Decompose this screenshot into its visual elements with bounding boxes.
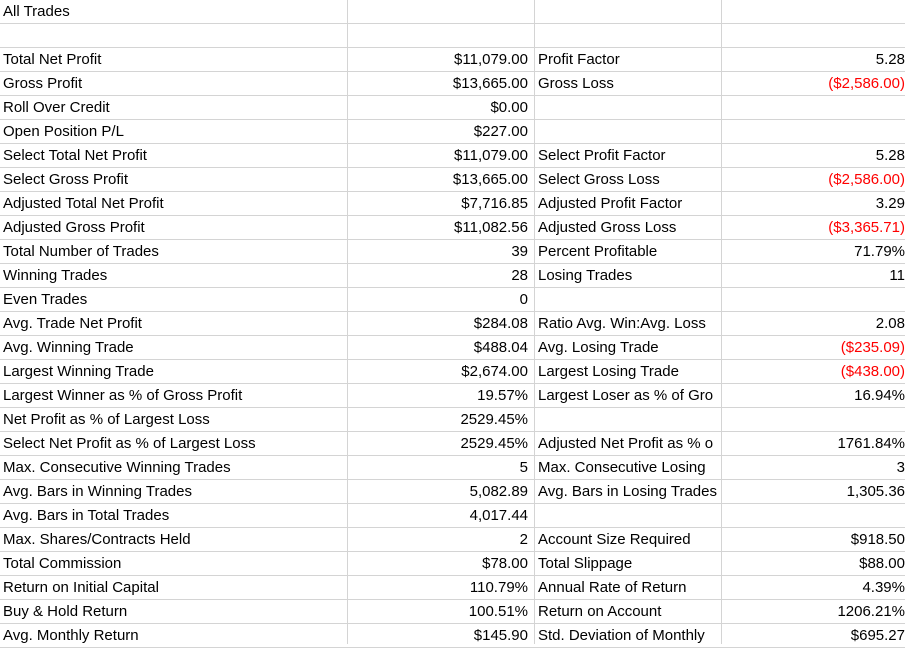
table-row	[0, 168, 905, 192]
metric-value-2-cell[interactable]: 71.79%	[854, 243, 905, 260]
metric-value-2-cell[interactable]: 1761.84%	[837, 435, 905, 452]
metric-value-2-cell[interactable]: 5.28	[875, 51, 905, 68]
metric-label-cell[interactable]: Open Position P/L	[3, 123, 124, 140]
metric-label-2-cell[interactable]: Total Slippage	[538, 555, 633, 572]
sheet-title[interactable]: All Trades	[3, 3, 70, 20]
metric-value-cell[interactable]: $284.08	[473, 315, 528, 332]
metric-label-cell[interactable]: Avg. Bars in Winning Trades	[3, 483, 192, 500]
metric-label-cell[interactable]: Net Profit as % of Largest Loss	[3, 411, 210, 428]
metric-label-2-cell[interactable]: Gross Loss	[538, 75, 614, 92]
metric-label-cell[interactable]: Select Net Profit as % of Largest Loss	[3, 435, 256, 452]
metric-label-cell[interactable]: Select Gross Profit	[3, 171, 129, 188]
metric-value-cell[interactable]: $78.00	[482, 555, 528, 572]
metric-value-cell[interactable]: $13,665.00	[452, 75, 528, 92]
table-row	[0, 552, 905, 576]
table-row	[0, 432, 905, 456]
metric-label-cell[interactable]: Avg. Monthly Return	[3, 627, 139, 644]
metric-value-2-cell[interactable]: 16.94%	[854, 387, 905, 404]
metric-value-cell[interactable]: 0	[519, 291, 528, 308]
table-row	[0, 48, 905, 72]
metric-label-2-cell[interactable]: Select Gross Loss	[538, 171, 660, 188]
metric-label-2-cell[interactable]: Max. Consecutive Losing	[538, 459, 706, 476]
metric-value-2-cell[interactable]: 4.39%	[862, 579, 905, 596]
metric-label-cell[interactable]: Even Trades	[3, 291, 88, 308]
metric-value-2-cell[interactable]: ($438.00)	[840, 363, 905, 380]
table-row	[0, 72, 905, 96]
metric-value-2-cell[interactable]: 5.28	[875, 147, 905, 164]
metric-value-cell[interactable]: $227.00	[473, 123, 528, 140]
metric-label-cell[interactable]: Max. Shares/Contracts Held	[3, 531, 191, 548]
metric-value-2-cell[interactable]	[723, 96, 905, 120]
metric-label-2-cell[interactable]: Avg. Losing Trade	[538, 339, 659, 356]
metric-value-2-cell[interactable]: 2.08	[875, 315, 905, 332]
metric-label-2-cell[interactable]: Profit Factor	[538, 51, 620, 68]
metric-label-2-cell[interactable]: Ratio Avg. Win:Avg. Loss	[538, 315, 706, 332]
metric-label-2-cell[interactable]: Select Profit Factor	[538, 147, 666, 164]
table-row	[0, 624, 905, 648]
metric-value-2-cell[interactable]: ($2,586.00)	[828, 171, 905, 188]
metric-label-cell[interactable]: Gross Profit	[3, 75, 83, 92]
metric-label-2-cell[interactable]	[538, 96, 720, 120]
metric-value-2-cell[interactable]	[723, 288, 905, 312]
table-row	[0, 480, 905, 504]
metric-value-2-cell[interactable]: $918.50	[850, 531, 905, 548]
metric-label-cell[interactable]: Roll Over Credit	[3, 99, 110, 116]
metric-label-2-cell[interactable]: Percent Profitable	[538, 243, 658, 260]
metric-value-cell[interactable]: $11,079.00	[454, 51, 528, 68]
metric-value-2-cell[interactable]	[723, 408, 905, 432]
metric-value-cell[interactable]: 5	[519, 459, 528, 476]
metric-value-cell[interactable]: 100.51%	[468, 603, 528, 620]
metric-label-2-cell[interactable]: Return on Account	[538, 603, 662, 620]
metric-label-2-cell[interactable]: Largest Losing Trade	[538, 363, 679, 380]
row-divider	[0, 23, 905, 24]
metric-value-cell[interactable]: $13,665.00	[452, 171, 528, 188]
metric-label-cell[interactable]: Return on Initial Capital	[3, 579, 159, 596]
metric-value-2-cell[interactable]: 3	[896, 459, 905, 476]
metric-label-cell[interactable]: Winning Trades	[3, 267, 108, 284]
metric-label-cell[interactable]: Avg. Bars in Total Trades	[3, 507, 170, 524]
metric-value-cell[interactable]: $11,082.56	[454, 219, 528, 236]
metric-value-cell[interactable]: $0.00	[490, 99, 528, 116]
metric-label-cell[interactable]: Total Commission	[3, 555, 122, 572]
metric-value-2-cell[interactable]	[723, 504, 905, 528]
metric-value-cell[interactable]: $488.04	[473, 339, 528, 356]
metric-value-cell[interactable]: $145.90	[473, 627, 528, 644]
table-row	[0, 96, 905, 120]
metric-label-cell[interactable]: Buy & Hold Return	[3, 603, 128, 620]
metric-label-2-cell[interactable]	[538, 504, 720, 528]
metric-value-2-cell[interactable]: 11	[889, 267, 905, 284]
table-row	[0, 264, 905, 288]
table-row	[0, 600, 905, 624]
metric-value-2-cell[interactable]: 1,305.36	[846, 483, 905, 500]
table-row	[0, 456, 905, 480]
table-row	[0, 240, 905, 264]
metric-label-2-cell[interactable]: Account Size Required	[538, 531, 691, 548]
metric-label-cell[interactable]: Total Net Profit	[3, 51, 102, 68]
metric-label-cell[interactable]: Max. Consecutive Winning Trades	[3, 459, 231, 476]
metric-label-cell[interactable]: Select Total Net Profit	[3, 147, 147, 164]
table-row	[0, 336, 905, 360]
metric-label-2-cell[interactable]: Adjusted Gross Loss	[538, 219, 677, 236]
table-row	[0, 216, 905, 240]
table-row	[0, 528, 905, 552]
metric-label-2-cell[interactable]: Adjusted Profit Factor	[538, 195, 683, 212]
metric-value-2-cell[interactable]: $88.00	[859, 555, 905, 572]
table-row	[0, 408, 905, 432]
table-row	[0, 360, 905, 384]
metric-label-2-cell[interactable]: Avg. Bars in Losing Trades	[538, 483, 717, 500]
metric-label-2-cell[interactable]: Annual Rate of Return	[538, 579, 687, 596]
metric-value-cell[interactable]: $2,674.00	[461, 363, 528, 380]
metric-value-2-cell[interactable]: ($3,365.71)	[828, 219, 905, 236]
metric-value-2-cell[interactable]: $695.27	[850, 627, 905, 644]
metric-value-cell[interactable]: 2529.45%	[460, 435, 528, 452]
metric-label-2-cell[interactable]	[538, 120, 720, 144]
metric-value-cell[interactable]: 39	[511, 243, 528, 260]
metric-label-2-cell[interactable]: Losing Trades	[538, 267, 633, 284]
metric-label-2-cell[interactable]: Largest Loser as % of Gro	[538, 387, 714, 404]
metric-label-2-cell[interactable]: Adjusted Net Profit as % o	[538, 435, 714, 452]
metric-label-cell[interactable]: Avg. Trade Net Profit	[3, 315, 142, 332]
table-row	[0, 576, 905, 600]
metric-label-2-cell[interactable]: Std. Deviation of Monthly	[538, 627, 705, 644]
metric-value-cell[interactable]: 110.79%	[469, 579, 528, 596]
metric-label-cell[interactable]: Largest Winner as % of Gross Profit	[3, 387, 243, 404]
metric-label-2-cell[interactable]	[538, 288, 720, 312]
metric-value-2-cell[interactable]: ($235.09)	[840, 339, 905, 356]
metric-value-2-cell[interactable]: ($2,586.00)	[828, 75, 905, 92]
metric-value-cell[interactable]: 19.57%	[477, 387, 528, 404]
metric-value-cell[interactable]: 2	[519, 531, 528, 548]
metric-value-2-cell[interactable]: 3.29	[875, 195, 905, 212]
metric-label-2-cell[interactable]	[538, 408, 720, 432]
metric-label-cell[interactable]: Adjusted Gross Profit	[3, 219, 145, 236]
metric-value-cell[interactable]: $7,716.85	[461, 195, 528, 212]
table-row	[0, 504, 905, 528]
metric-label-cell[interactable]: Adjusted Total Net Profit	[3, 195, 164, 212]
table-row	[0, 384, 905, 408]
table-row	[0, 288, 905, 312]
metric-value-cell[interactable]: 28	[511, 267, 528, 284]
metric-value-2-cell[interactable]: 1206.21%	[837, 603, 905, 620]
metric-label-cell[interactable]: Total Number of Trades	[3, 243, 159, 260]
table-row	[0, 120, 905, 144]
metric-value-cell[interactable]: 5,082.89	[469, 483, 528, 500]
metric-label-cell[interactable]: Largest Winning Trade	[3, 363, 154, 380]
metric-value-cell[interactable]: $11,079.00	[454, 147, 528, 164]
table-row	[0, 192, 905, 216]
table-row	[0, 312, 905, 336]
metric-label-cell[interactable]: Avg. Winning Trade	[3, 339, 134, 356]
table-row	[0, 144, 905, 168]
metric-value-cell[interactable]: 2529.45%	[460, 411, 528, 428]
metric-value-2-cell[interactable]	[723, 120, 905, 144]
metric-value-cell[interactable]: 4,017.44	[469, 507, 528, 524]
